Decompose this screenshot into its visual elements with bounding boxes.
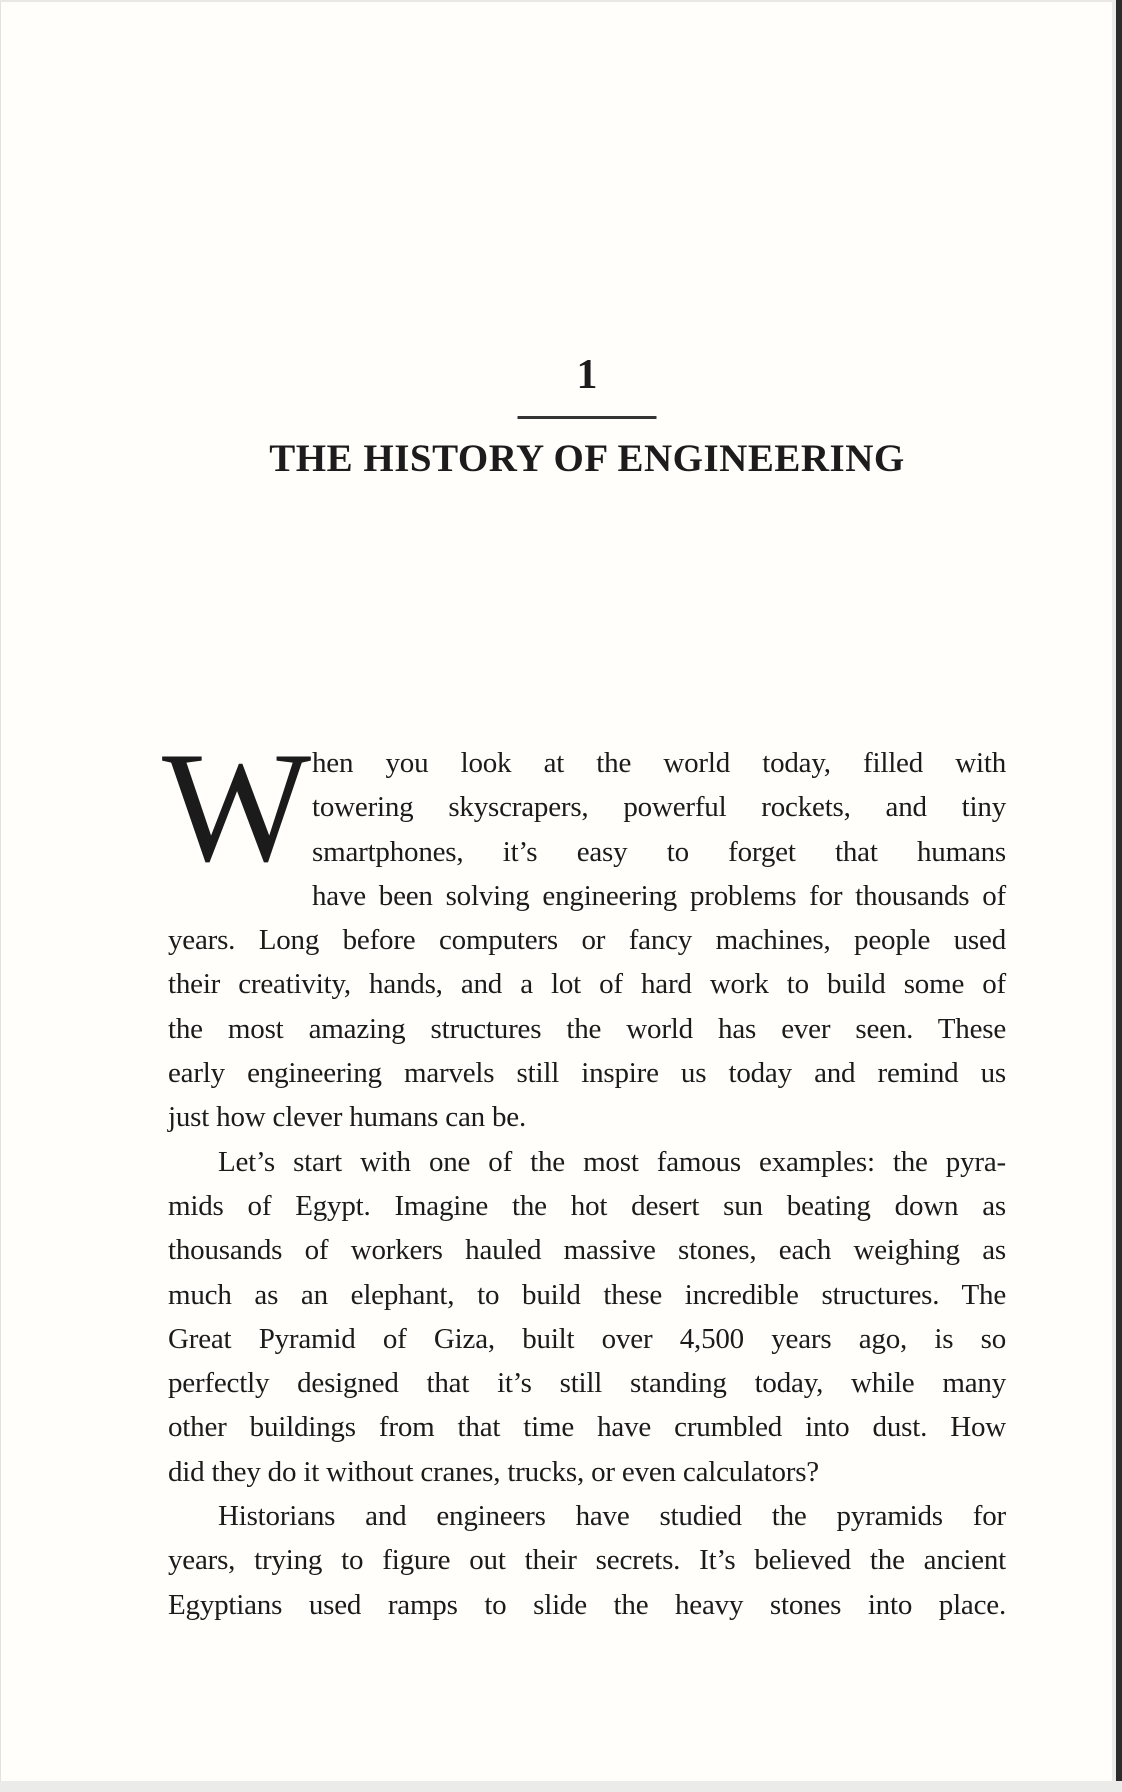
text-line: mids of Egypt. Imagine the hot desert sun beating down as bbox=[168, 1189, 1006, 1222]
text-line: early engineering marvels still inspire us today and remind us bbox=[168, 1057, 1006, 1090]
page-right-edge bbox=[1116, 0, 1122, 1781]
text-column bbox=[162, 2, 1006, 1783]
chapter-number: 1 bbox=[576, 352, 598, 398]
chapter-title: THE HISTORY OF ENGINEERING bbox=[269, 437, 905, 480]
text-line: Great Pyramid of Giza, built over 4,500 years ago, is so bbox=[168, 1322, 1006, 1355]
text-line: Egyptians used ramps to slide the heavy stones into place. bbox=[168, 1588, 1006, 1621]
body-text bbox=[162, 720, 1006, 1627]
paragraph bbox=[162, 720, 1006, 1140]
text-line: did they do it without cranes, trucks, or even calculators? bbox=[168, 1455, 819, 1488]
text-line: Historians and engineers have studied the pyramids for bbox=[218, 1500, 1006, 1533]
paragraph bbox=[168, 1494, 1006, 1627]
drop-cap: W bbox=[162, 720, 308, 895]
text-line: towering skyscrapers, powerful rockets, and tiny bbox=[312, 791, 1006, 824]
text-line: years. Long before computers or fancy machines, people used bbox=[168, 924, 1006, 957]
text-line: hen you look at the world today, filled with bbox=[312, 747, 1006, 779]
text-line: Let’s start with one of the most famous examples: the pyra- bbox=[218, 1145, 1006, 1178]
text-line: their creativity, hands, and a lot of hard work to build some of bbox=[168, 968, 1006, 1001]
text-line: years, trying to figure out their secrets. It’s believed the ancient bbox=[168, 1544, 1006, 1577]
text-line: smartphones, it’s easy to forget that humans bbox=[312, 835, 1006, 868]
text-line: perfectly designed that it’s still standing today, while many bbox=[168, 1367, 1006, 1400]
text-line: thousands of workers hauled massive stones, each weighing as bbox=[168, 1234, 1006, 1267]
chapter-divider-rule bbox=[518, 416, 657, 419]
text-line: much as an elephant, to build these incredible structures. The bbox=[168, 1278, 1006, 1311]
text-line: just how clever humans can be. bbox=[168, 1101, 527, 1134]
text-line: other buildings from that time have crumbled into dust. How bbox=[168, 1411, 1006, 1444]
paragraph bbox=[168, 1140, 1006, 1494]
text-line: have been solving engineering problems for thousands of bbox=[312, 879, 1006, 912]
text-line: the most amazing structures the world has ever seen. These bbox=[168, 1012, 1006, 1045]
